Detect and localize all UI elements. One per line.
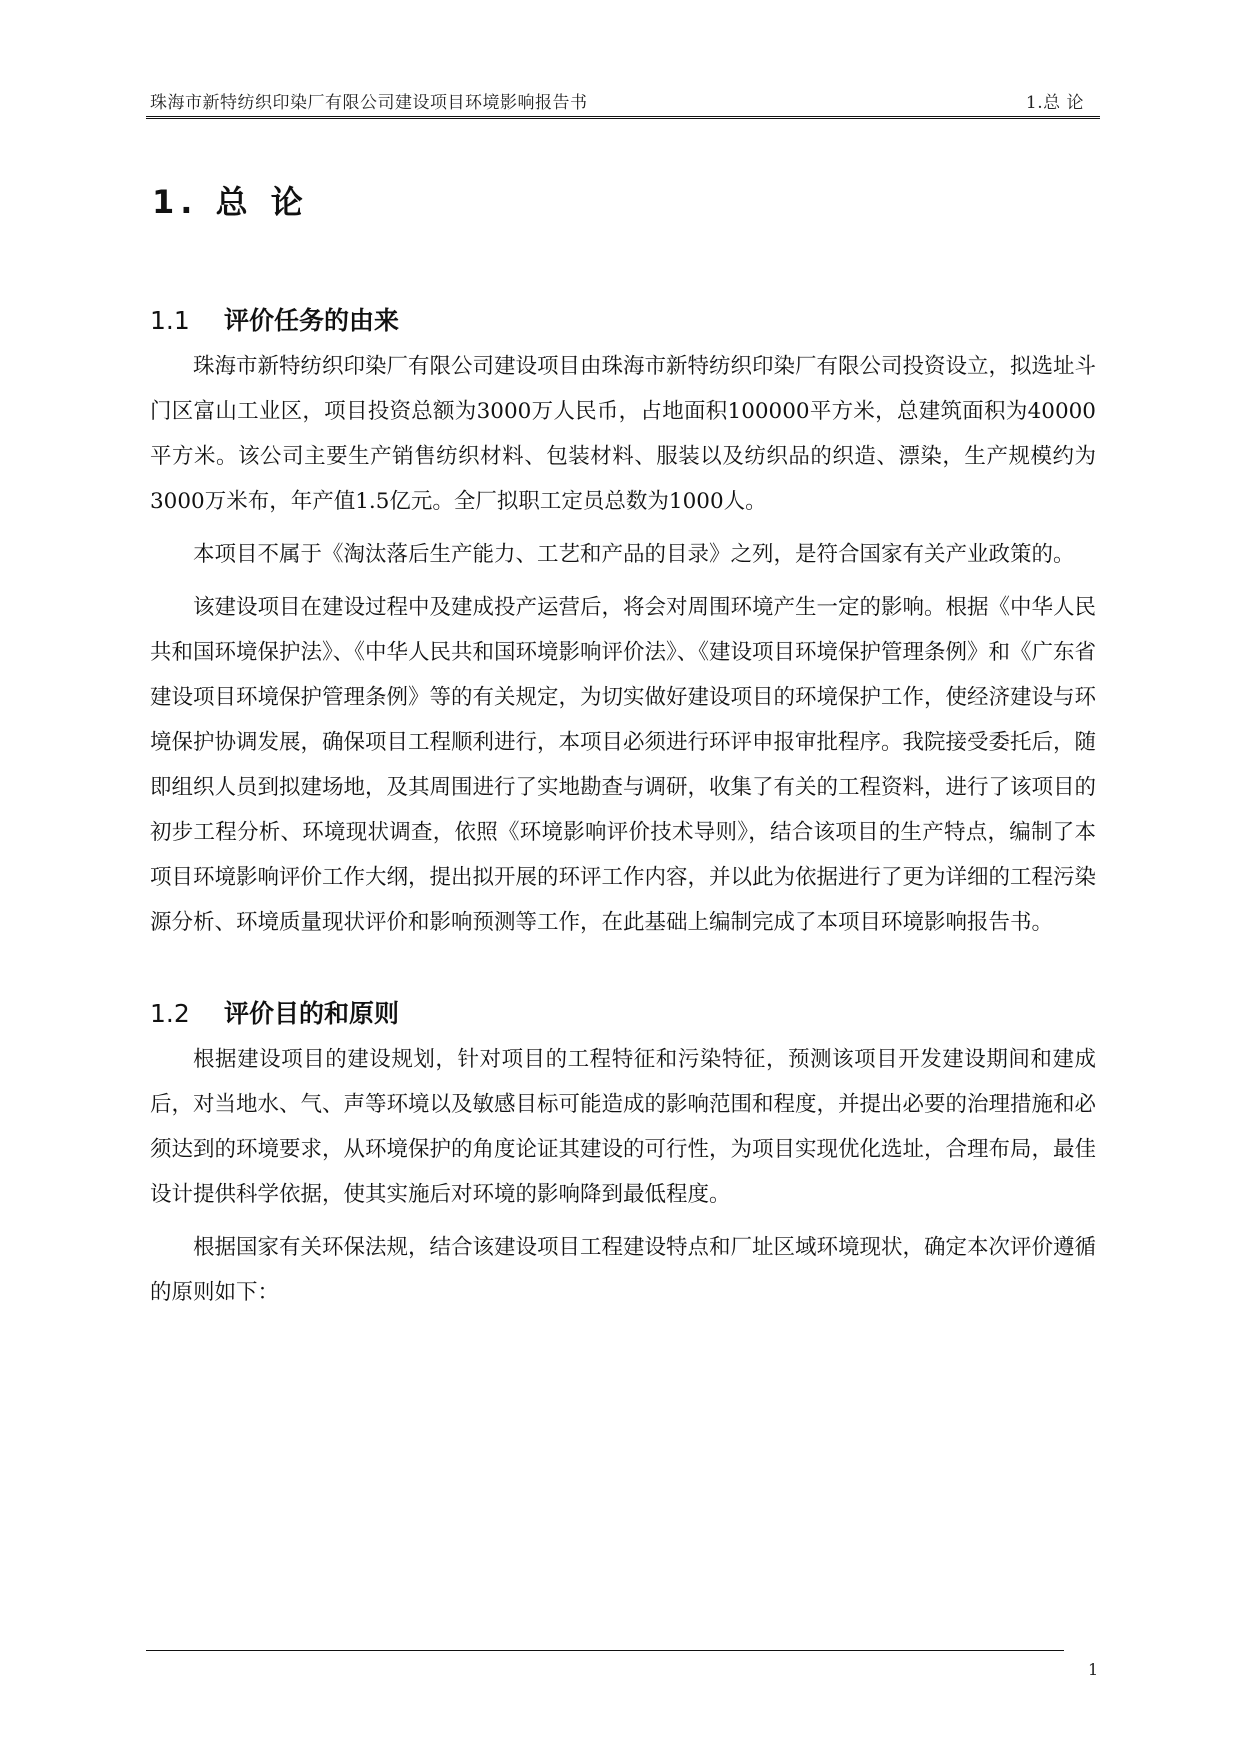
section-spacer xyxy=(150,953,1096,993)
section-title-text: 评价任务的由来 xyxy=(224,306,400,335)
section-number: 1.1 xyxy=(150,306,190,335)
running-header xyxy=(150,88,1098,114)
header-document-title: 珠海市新特纺织印染厂有限公司建设项目环境影响报告书 xyxy=(150,93,588,113)
header-chapter-ref: 1.总 论 xyxy=(1025,93,1084,113)
section-title-text: 评价目的和原则 xyxy=(224,999,400,1028)
section-1-2 xyxy=(150,993,1096,1315)
section-1-1 xyxy=(150,300,1096,945)
section-heading xyxy=(150,993,1096,1035)
paragraph: 珠海市新特纺织印染厂有限公司建设项目由珠海市新特纺织印染厂有限公司投资设立，拟选址斗门区富山工业区，项目投资总额为3000万人民币，占地面积100000平方米，总建筑面积为40000平方米。该公司主要生产销售纺织材料、包装材料、服装以及纺织品的织造、漂染，生产规模约为3000万米布，年产值1.5亿元。全厂拟职工定员总数为1000人。 xyxy=(150,354,1097,514)
paragraph: 该建设项目在建设过程中及建成投产运营后，将会对周围环境产生一定的影响。根据《中华人民共和国环境保护法》、《中华人民共和国环境影响评价法》、《建设项目环境保护管理条例》和《广东省建设项目环境保护管理条例》等的有关规定，为切实做好建设项目的环境保护工作，使经济建设与环境保护协调发展，确保项目工程顺利进行，本项目必须进行环评申报审批程序。我院接受委托后，随即组织人员到拟建场地，及其周围进行了实地勘查与调研，收集了有关的工程资料，进行了该项目的初步工程分析、环境现状调查，依照《环境影响评价技术导则》，结合该项目的生产特点，编制了本项目环境影响评价工作大纲，提出拟开展的环评工作内容，并以此为依据进行了更为详细的工程污染源分析、环境质量现状评价和影响预测等工作，在此基础上编制完成了本项目环境影响报告书。 xyxy=(150,595,1097,935)
section-heading xyxy=(150,300,1096,342)
section-number: 1.2 xyxy=(150,999,190,1028)
page-body xyxy=(150,178,1096,1323)
chapter-title: 1. 总 论 xyxy=(152,183,309,221)
paragraph: 根据国家有关环保法规，结合该建设项目工程建设特点和厂址区域环境现状，确定本次评价遵循的原则如下： xyxy=(150,1235,1097,1305)
page-number: 1 xyxy=(1088,1660,1099,1679)
paragraph: 根据建设项目的建设规划，针对项目的工程特征和污染特征，预测该项目开发建设期间和建成后，对当地水、气、声等环境以及敏感目标可能造成的影响范围和程度，并提出必要的治理措施和必须达到的环境要求，从环境保护的角度论证其建设的可行性，为项目实现优化选址，合理布局，最佳设计提供科学依据，使其实施后对环境的影响降到最低程度。 xyxy=(150,1047,1097,1207)
footer-rule xyxy=(146,1650,1064,1651)
paragraph: 本项目不属于《淘汰落后生产能力、工艺和产品的目录》之列，是符合国家有关产业政策的。 xyxy=(193,542,1075,567)
header-rule xyxy=(146,116,1100,119)
